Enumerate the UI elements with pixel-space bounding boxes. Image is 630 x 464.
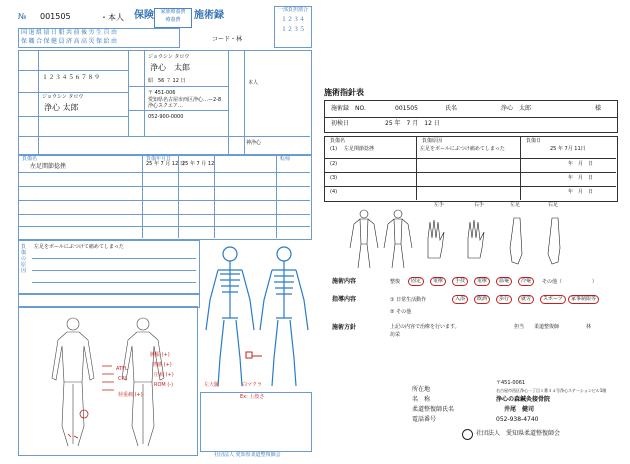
code-label: コード・林 — [212, 36, 243, 43]
red-label-right-2: 白マクラ — [242, 382, 263, 388]
guide-opt-6: 家事制限等 — [568, 295, 599, 304]
treat-opt-3: 電療 — [430, 277, 446, 286]
left-form — [18, 6, 310, 456]
address: 愛知県名古屋市西区浄心…ー2-8 浄心スクエア… — [148, 97, 222, 109]
guide-opt-3: 歩行 — [496, 295, 512, 304]
first-visit-label: 初検日 — [331, 120, 350, 127]
skeleton-back — [260, 247, 308, 386]
red-note-5: ATFL — [116, 366, 128, 372]
guide-opt-4: 就労 — [518, 295, 534, 304]
clinic-phone: 052-938-4740 — [496, 416, 539, 423]
col-injury: 負傷名 — [330, 138, 346, 144]
injury-1: 左足関節捻挫 — [30, 163, 67, 170]
treat-opt-1: 整復 — [390, 279, 401, 285]
policy-label: 施術方針 — [332, 324, 357, 331]
insured-label: ・本人 — [100, 13, 124, 22]
treat-opt-5: 電療 — [474, 277, 490, 286]
row-no-1: (1) — [330, 146, 338, 152]
charge-name: 林 — [586, 324, 592, 330]
row-no-4: (4) — [330, 189, 338, 195]
red-note-1: 腫脹 (+) — [150, 352, 170, 358]
treat-opt-7: 冷罨 — [518, 277, 534, 286]
body-chart-left — [18, 306, 198, 456]
insurance-type-grid — [18, 28, 180, 48]
stamp-box — [274, 6, 312, 48]
guide-opt-5: スポーツ — [540, 295, 566, 304]
clinic-short: 神浄心 — [246, 140, 262, 146]
clinic-name: 浄心の森鍼灸接骨院 — [496, 396, 551, 403]
cause-heading: 負傷の原因 — [21, 244, 27, 274]
treat-other: その他（ ） — [542, 279, 598, 285]
guidance-2: ② その他 — [390, 309, 412, 315]
notes-block — [200, 392, 312, 452]
right-form — [324, 88, 616, 450]
footer-org: 社団法人 愛知県柔道整復師会 — [476, 430, 561, 437]
sama: 様 — [595, 105, 602, 112]
org-seal — [462, 429, 473, 440]
title-box — [154, 8, 192, 28]
outcome-heading: 転帰 — [280, 156, 291, 162]
record-number: 001505 — [40, 12, 71, 21]
patient-name: 浄心 太郎 — [150, 63, 190, 72]
insurance-types: 国退組協日船共前後労生自由 — [21, 29, 119, 36]
first-visit: 25 年 7 月 12 日 — [385, 120, 440, 127]
guide-opt-2: 飲酒 — [474, 295, 490, 304]
guidance-label: 指導内容 — [332, 296, 357, 303]
patient-birth: 昭 56 ７ 12 日 — [148, 78, 186, 84]
left-footer: 社団法人 愛知県柔道整復師会 — [214, 452, 281, 458]
title-box-top: 家族療養費 — [160, 9, 186, 15]
clinic-address: 名古屋市西区浄心一丁目１番３４号浄心ステーションビル1階 — [496, 388, 607, 393]
stamp-digits: １２３４ — [280, 16, 305, 23]
first-visit-row — [324, 116, 618, 133]
address-zip: 〒 451-006 — [148, 90, 176, 96]
address-label: 所在地 — [412, 386, 431, 393]
furigana-patient: ジョウシン タロウ — [148, 54, 190, 60]
row-date-1: 25 年 7月 11日 — [550, 146, 586, 152]
charge-label: 担当 — [514, 324, 525, 330]
treat-opt-4: 手技 — [452, 277, 468, 286]
skeleton-front — [206, 247, 254, 386]
title-hoken: 保険 — [134, 10, 154, 21]
treatment-label: 施術内容 — [332, 278, 357, 285]
charge-title: 柔道整復師 — [534, 324, 560, 330]
title-sejutsuroku: 施術録 — [194, 10, 224, 21]
row-date-4: 年 月 日 — [568, 189, 594, 195]
hand-label-1: 左手 — [434, 202, 445, 208]
title-box-bottom: 療養費 — [165, 17, 181, 23]
hand-label-3: 左足 — [510, 202, 521, 208]
practitioner-name: 井尾 健司 — [504, 406, 535, 413]
guide-header: 施術指針表 — [324, 88, 364, 97]
red-note-4: ROM (-) — [154, 382, 174, 388]
onset-heading: 負傷年月日 — [146, 156, 172, 162]
col-date: 負傷日 — [526, 138, 542, 144]
hand-label-2: 右手 — [474, 202, 485, 208]
row-date-2: 年 月 日 — [568, 161, 594, 167]
name-label: 氏名 — [445, 105, 458, 112]
guide-figures — [324, 208, 616, 270]
col-cause: 負傷原因 — [422, 138, 443, 144]
record-label: 施術録 NO. — [331, 105, 366, 112]
stamp-digits-2: １２３５ — [280, 26, 305, 33]
policy-number: １２３４５６７８９ — [42, 74, 101, 81]
clinic-zip: 〒451-0061 — [496, 380, 526, 386]
policy-text-2: 坊栄 — [390, 332, 401, 338]
record-no: 001505 — [395, 105, 418, 112]
onset-date: 25 年 7 月 12 日 — [146, 161, 185, 167]
number-prefix: № — [18, 12, 27, 21]
cause-text: 左足をボールにぶつけて痛めてしまった — [34, 244, 124, 250]
red-note-6: CFL — [118, 376, 128, 382]
relation: 本人 — [248, 80, 259, 86]
red-label-right-3: Ex: 上肢さ — [240, 394, 265, 400]
practitioner-label: 柔道整復師氏名 — [412, 406, 455, 413]
red-label-right-1: 左大腿 — [204, 382, 220, 388]
red-note-3: 圧痛 (+) — [154, 372, 174, 378]
hand-label-4: 右足 — [548, 202, 559, 208]
start-date: 25 年 7 月 12 — [182, 161, 215, 167]
insured-name: 浄心 太郎 — [44, 103, 79, 112]
red-note-2: 熱感 (+) — [152, 362, 172, 368]
guide-patient-name: 浄心 太郎 — [501, 105, 532, 112]
name2-label: 名 称 — [412, 396, 431, 403]
treat-opt-6: 温罨 — [496, 277, 512, 286]
injury-heading: 負傷名 — [22, 156, 38, 162]
phone-label: 電話番号 — [412, 416, 437, 423]
row-cause-1: 左足をボールにぶつけ痛めてしまった — [420, 146, 505, 152]
guidance-1: ① 日常生活動作 — [390, 297, 427, 303]
row-date-3: 年 月 日 — [568, 175, 594, 181]
red-note-7: 荷重痛 (+) — [118, 392, 143, 398]
skeleton-chart — [200, 240, 310, 390]
phone: 052-900-0000 — [148, 114, 184, 120]
row-no-2: (2) — [330, 161, 338, 167]
treat-opt-2: 固定 — [408, 277, 424, 286]
body-chart-frame — [19, 307, 198, 456]
guide-opt-1: 入浴 — [452, 295, 468, 304]
policy-text: 上記の内容で治療を行います。 — [390, 324, 460, 330]
row-injury-1: 左足関節捻挫 — [344, 146, 375, 152]
stamp-row-label: 一部負担割合 — [277, 7, 308, 13]
insurance-types-2: 保職合保健員済高高災保給由 — [21, 38, 119, 45]
furigana-insured: ジョウシン タロウ — [42, 94, 84, 100]
row-no-3: (3) — [330, 175, 338, 181]
